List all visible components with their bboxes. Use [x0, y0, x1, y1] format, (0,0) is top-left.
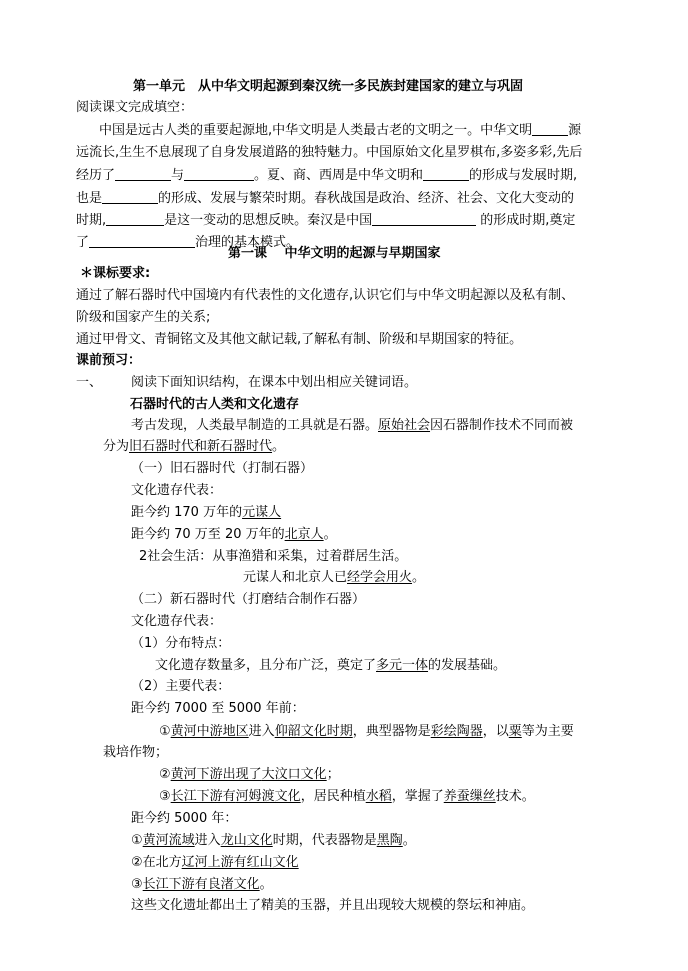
requirements-heading: ＊课标要求:: [80, 266, 151, 281]
key-term: 龙山文化: [220, 833, 273, 848]
text: 时期，代表器物是: [272, 833, 377, 848]
content-line: 这些文化遗址都出土了精美的玉器，并且出现较大规模的祭坛和神庙。: [131, 898, 535, 913]
text: 。: [259, 877, 273, 892]
content-line: [243, 568, 425, 588]
text: 因石器制作技术不同而被: [430, 418, 574, 433]
fill-blank[interactable]: [106, 211, 164, 226]
key-term: 长江下游有: [170, 789, 236, 804]
section-title: 石器时代的古人类和文化遗存: [130, 397, 300, 412]
fill-blank[interactable]: [102, 189, 158, 204]
key-term: 旧石器时代和新石器时代: [129, 439, 273, 454]
fill-blank[interactable]: [115, 166, 171, 181]
paragraph-line: [99, 121, 581, 141]
text: ②: [159, 767, 171, 782]
content-line: [159, 787, 535, 807]
fill-blank[interactable]: [423, 166, 469, 181]
content-line: [131, 503, 281, 523]
requirement-line: 阶级和国家产生的关系;: [76, 310, 211, 325]
text: 分为: [103, 439, 130, 454]
key-term: 元谋人: [242, 505, 282, 520]
content-line: [159, 722, 574, 742]
text: 元谋人和北京人已: [243, 570, 348, 585]
key-term: 彩绘陶器: [430, 724, 483, 739]
text: 的形成时期,奠定: [480, 213, 576, 228]
text: 时期,: [76, 213, 107, 228]
requirement-line: 通过了解石器时代中国境内有代表性的文化遗存,认识它们与中华文明起源以及私有制、: [76, 288, 575, 303]
text: 中国是远古人类的重要起源地,中华文明是人类最古老的文明之一。中华文明: [99, 123, 533, 138]
content-line: （2）主要代表：: [131, 679, 231, 694]
text: ①: [159, 724, 171, 739]
text: 。: [272, 439, 286, 454]
instruction: 阅读课文完成填空：: [76, 100, 194, 115]
unit-title: 第一单元 从中华文明起源到秦汉统一多民族封建国家的建立与巩固: [133, 79, 524, 94]
text: 文化遗存数量多，且分布广泛，奠定了: [155, 658, 377, 673]
text: ，居民种植: [300, 789, 366, 804]
text: 经历了: [76, 168, 116, 183]
content-line: [131, 416, 573, 436]
paragraph-line: [76, 166, 577, 186]
preview-heading: 课前预习：: [76, 353, 142, 368]
text: 了: [76, 235, 90, 250]
fill-blank[interactable]: [89, 233, 195, 248]
text: ③: [159, 789, 171, 804]
text: 。: [402, 833, 416, 848]
fill-blank[interactable]: [372, 211, 476, 226]
text: 治理的基本模式。: [195, 235, 300, 250]
content-line: 距今约 7000 至 5000 年前：: [131, 701, 305, 716]
text: 进入: [248, 724, 275, 739]
key-term: 大汶口文化: [261, 767, 327, 782]
key-term: 河姆渡文化: [235, 789, 301, 804]
key-term: 水稻: [365, 789, 392, 804]
text: 等为主要: [521, 724, 574, 739]
text: 距今约 170 万年的: [131, 505, 243, 520]
text: ，以: [482, 724, 509, 739]
text: 。: [323, 527, 337, 542]
key-term: 黄河中游地区: [170, 724, 249, 739]
text: 考古发现，人类最早制造的工具就是石器。: [131, 418, 379, 433]
content-line: [103, 437, 285, 457]
text: 。夏、商、西周是中华文明和: [254, 168, 424, 183]
text: ，典型器物是: [352, 724, 431, 739]
requirement-line: 通过甲骨文、青铜铭文及其他文献记载,了解私有制、阶级和早期国家的特征。: [76, 332, 523, 347]
item-text: 阅读下面知识结构，在课本中划出相应关键词语。: [131, 375, 418, 390]
content-line: [131, 875, 273, 895]
content-line: [159, 765, 340, 785]
fill-blank[interactable]: [532, 121, 568, 136]
content-line: 文化遗存代表：: [131, 483, 223, 498]
key-term: 北京人: [284, 527, 324, 542]
content-line: [131, 853, 299, 873]
paragraph-line: [76, 189, 574, 209]
content-line: [155, 656, 506, 676]
subsection-title: （二）新石器时代（打磨结合制作石器）: [131, 592, 366, 607]
text: ①: [131, 833, 143, 848]
key-term: 长江下游有良渚文化: [142, 877, 260, 892]
key-term: 黑陶: [376, 833, 403, 848]
text: ，掌握了: [391, 789, 444, 804]
content-line: 距今约 5000 年：: [131, 811, 238, 826]
key-term: 养蚕缫丝: [443, 789, 496, 804]
text: 源: [568, 123, 582, 138]
text: 距今约 70 万至 20 万年的: [131, 527, 285, 542]
key-term: 黄河流域: [142, 833, 195, 848]
fill-blank[interactable]: [184, 166, 254, 181]
key-term: 仰韶文化时期: [274, 724, 353, 739]
subsection-title: （一）旧石器时代（打制石器）: [131, 461, 314, 476]
paragraph-line: 远流长,生生不息展现了自身发展道路的独特魅力。中国原始文化星罗棋布,多姿多彩,先后: [76, 145, 583, 160]
key-term: 多元一体: [376, 658, 429, 673]
content-line: [131, 525, 337, 545]
content-line: [131, 831, 416, 851]
key-term: 原始社会: [378, 418, 431, 433]
key-term: 经学会用火: [347, 570, 413, 585]
lesson-title: 第一课 中华文明的起源与早期国家: [228, 246, 441, 261]
text: 的形成与发展时期,: [469, 168, 578, 183]
key-term: 辽河上游有红山文化: [181, 855, 299, 870]
text: 的形成、发展与繁荣时期。春秋战国是政治、经济、社会、文化大变动的: [158, 191, 575, 206]
text: ②在北方: [131, 855, 182, 870]
text: 进入: [194, 833, 221, 848]
text: 是这一变动的思想反映。秦汉是中国: [164, 213, 373, 228]
paragraph-line: [76, 211, 575, 231]
key-term: 黄河下游出现了: [170, 767, 262, 782]
content-line: 文化遗存代表：: [131, 614, 223, 629]
text: 与: [171, 168, 185, 183]
text: 技术。: [495, 789, 535, 804]
text: ③: [131, 877, 143, 892]
content-line: （1）分布特点：: [131, 636, 231, 651]
text: 的发展基础。: [428, 658, 507, 673]
item-number: 一、: [76, 375, 103, 390]
content-line: 栽培作物；: [103, 745, 169, 760]
text: ；: [326, 767, 340, 782]
content-line: 2社会生活：从事渔猎和采集，过着群居生活。: [139, 549, 408, 564]
text: 。: [412, 570, 426, 585]
text: 也是: [76, 191, 103, 206]
key-term: 粟: [508, 724, 522, 739]
